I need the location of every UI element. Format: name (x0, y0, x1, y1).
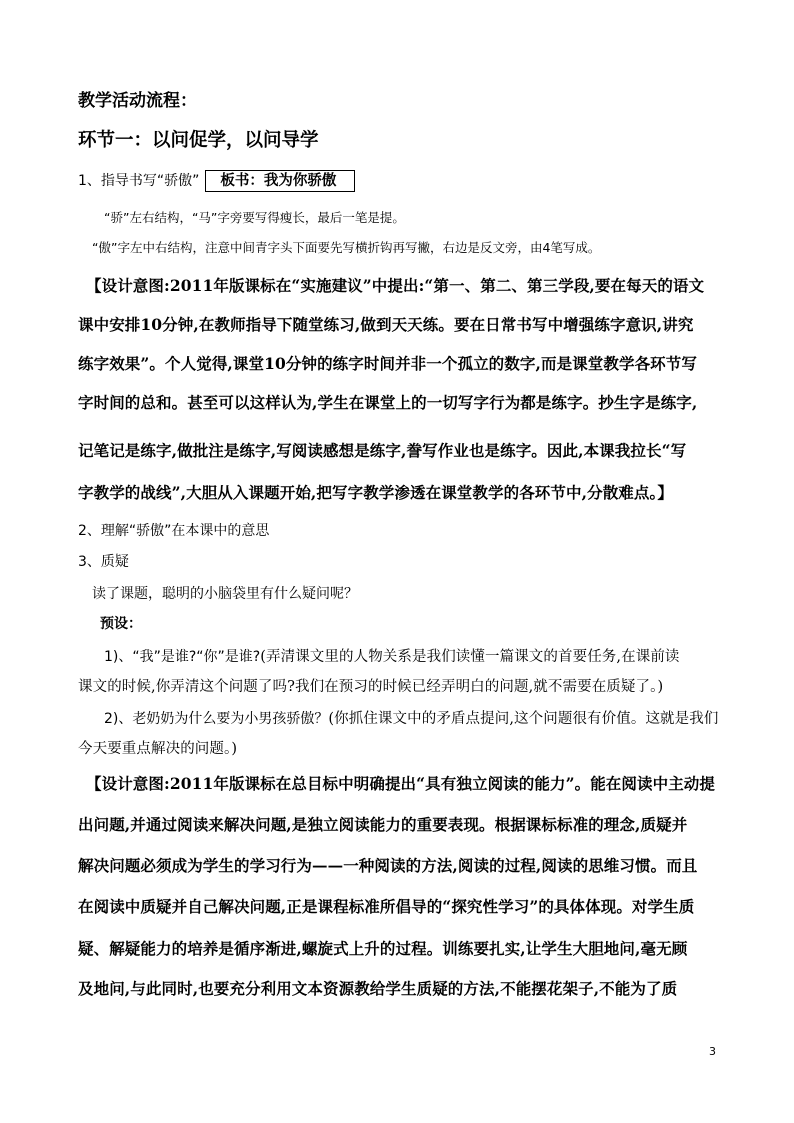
item-2: 2、理解“骄傲”在本课中的意思 (78, 523, 270, 539)
design-1-line: 练字效果”。个人觉得,课堂10分钟的练字时间并非一个孤立的数字,而是课堂教学各环节写 (78, 354, 697, 373)
design-1-line: 【设计意图:2011年版课标在“实施建议”中提出:“第一、第二、第三学段,要在每天的语文 (86, 276, 705, 295)
design-2-line: 疑、解疑能力的培养是循序渐进,螺旋式上升的过程。训练要扎实,让学生大胆地问,毫无顾 (78, 939, 688, 958)
design-1-line: 字教学的战线”,大胆从入课题开始,把写字教学渗透在课堂教学的各环节中,分散难点。】 (78, 483, 673, 502)
preset-label: 预设： (100, 616, 142, 632)
design-1-line: 记笔记是练字,做批注是练字,写阅读感想是练字,誊写作业也是练字。因此,本课我拉长“写 (78, 441, 687, 460)
item-3: 3、质疑 (78, 554, 129, 570)
preset-1-question: 1)、“我”是谁?“你”是谁? (104, 649, 261, 665)
preset-1-continuation: 课文的时候,你弄清这个问题了吗?我们在预习的时候已经弄明白的问题,就不需要在质疑了。) (78, 679, 664, 695)
design-2-line: 及地问,与此同时,也要充分利用文本资源教给学生质疑的方法,不能摆花架子,不能为了质 (78, 979, 678, 998)
note-ao: “傲”字左中右结构，注意中间青字头下面要先写横折钩再写撇，右边是反文旁，由4笔写成。 (92, 240, 601, 255)
page-title: 教学活动流程： (78, 91, 197, 111)
design-2-line: 在阅读中质疑并自己解决问题,正是课程标准所倡导的“探究性学习”的具体体现。对学生质 (78, 897, 695, 916)
design-2-line: 解决问题必须成为学生的学习行为——一种阅读的方法,阅读的过程,阅读的思维习惯。而且 (78, 856, 698, 875)
item-1-label: 1、指导书写“骄傲” (78, 173, 200, 189)
design-2-line: 出问题,并通过阅读来解决问题,是独立阅读能力的重要表现。根据课标标准的理念,质疑并 (78, 815, 688, 834)
section-heading: 环节一：以问促学，以问导学 (78, 130, 319, 151)
preset-2-continuation: 今天要重点解决的问题。) (78, 741, 238, 757)
note-jiao: “骄”左右结构，“马”字旁要写得瘦长，最后一笔是提。 (104, 210, 405, 225)
preset-1-line (104, 645, 680, 666)
preset-2-comment: (你抓住课文中的矛盾点提问,这个问题很有价值。这就是我们 (328, 711, 719, 727)
design-1-line: 课中安排10分钟,在教师指导下随堂练习,做到天天练。要在日常书写中增强练字意识,讲究 (78, 315, 694, 334)
item-1-row (78, 170, 355, 192)
design-2-line: 【设计意图:2011年版课标在总目标中明确提出“具有独立阅读的能力”。能在阅读中主动提 (86, 774, 715, 793)
page-number: 3 (709, 1045, 716, 1058)
preset-1-comment: (弄清课文里的人物关系是我们读懂一篇课文的首要任务,在课前读 (260, 649, 680, 665)
board-writing-box: 板书：我为你骄傲 (205, 170, 355, 192)
preset-2-line (104, 707, 718, 728)
preset-2-question: 2)、老奶奶为什么要为小男孩骄傲？ (104, 711, 329, 727)
design-1-line: 字时间的总和。甚至可以这样认为,学生在课堂上的一切写字行为都是练字。抄生字是练字, (78, 393, 698, 412)
question-text: 读了课题，聪明的小脑袋里有什么疑问呢？ (92, 586, 358, 602)
